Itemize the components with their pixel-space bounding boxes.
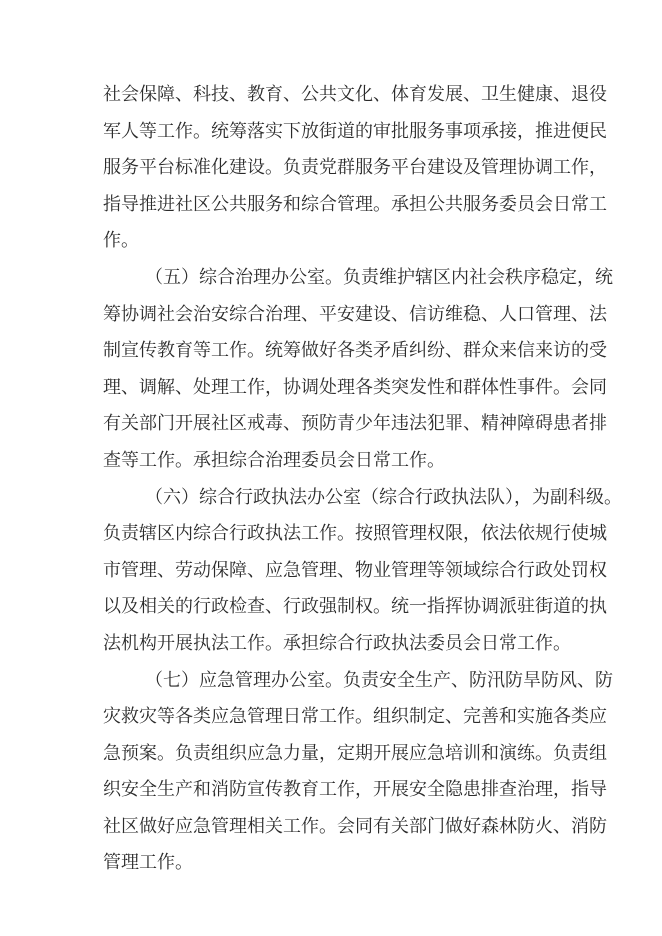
text-line: 以及相关的行政检查、行政强制权。统一指挥协调派驻街道的执 <box>103 596 607 618</box>
text-line: 管理工作。 <box>103 852 193 874</box>
text-line: （五）综合治理办公室。负责维护辖区内社会秩序稳定，统 <box>145 266 613 288</box>
text-line: 社会保障、科技、教育、公共文化、体育发展、卫生健康、退役 <box>103 84 607 105</box>
text-line: 理、调解、处理工作，协调处理各类突发性和群体性事件。会同 <box>103 376 607 398</box>
text-line: 服务平台标准化建设。负责党群服务平台建设及管理协调工作， <box>103 157 607 179</box>
text-line: 指导推进社区公共服务和综合管理。承担公共服务委员会日常工 <box>103 193 607 215</box>
text-line: 织安全生产和消防宣传教育工作，开展安全隐患排查治理，指导 <box>103 779 607 801</box>
text-line: （七）应急管理办公室。负责安全生产、防汛防旱防风、防 <box>145 669 613 691</box>
text-line: 市管理、劳动保障、应急管理、物业管理等领域综合行政处罚权 <box>103 559 607 581</box>
text-line: 筹协调社会治安综合治理、平安建设、信访维稳、人口管理、法 <box>103 303 607 325</box>
document-page <box>103 77 622 882</box>
text-line: 社区做好应急管理相关工作。会同有关部门做好森林防火、消防 <box>103 815 607 837</box>
text-line: 法机构开展执法工作。承担综合行政执法委员会日常工作。 <box>103 632 571 654</box>
text-line: 灾救灾等各类应急管理日常工作。组织制定、完善和实施各类应 <box>103 706 607 728</box>
text-line: 查等工作。承担综合治理委员会日常工作。 <box>103 449 445 471</box>
paragraph-law-enforcement-office <box>103 480 622 663</box>
text-line: 急预案。负责组织应急力量，定期开展应急培训和演练。负责组 <box>103 742 607 764</box>
text-line: 制宣传教育等工作。统筹做好各类矛盾纠纷、群众来信来访的受 <box>103 340 607 362</box>
paragraph-comprehensive-governance-office <box>103 260 613 480</box>
text-line: 有关部门开展社区戒毒、预防青少年违法犯罪、精神障碍患者排 <box>103 413 607 435</box>
text-line: 军人等工作。统筹落实下放街道的审批服务事项承接，推进便民 <box>103 120 607 142</box>
paragraph-public-service-continued <box>103 77 607 260</box>
paragraph-emergency-management-office <box>103 663 613 883</box>
text-line: 作。 <box>103 230 139 252</box>
text-line: （六）综合行政执法办公室（综合行政执法队），为副科级。 <box>145 486 622 508</box>
text-line: 负责辖区内综合行政执法工作。按照管理权限，依法依规行使城 <box>103 523 607 545</box>
